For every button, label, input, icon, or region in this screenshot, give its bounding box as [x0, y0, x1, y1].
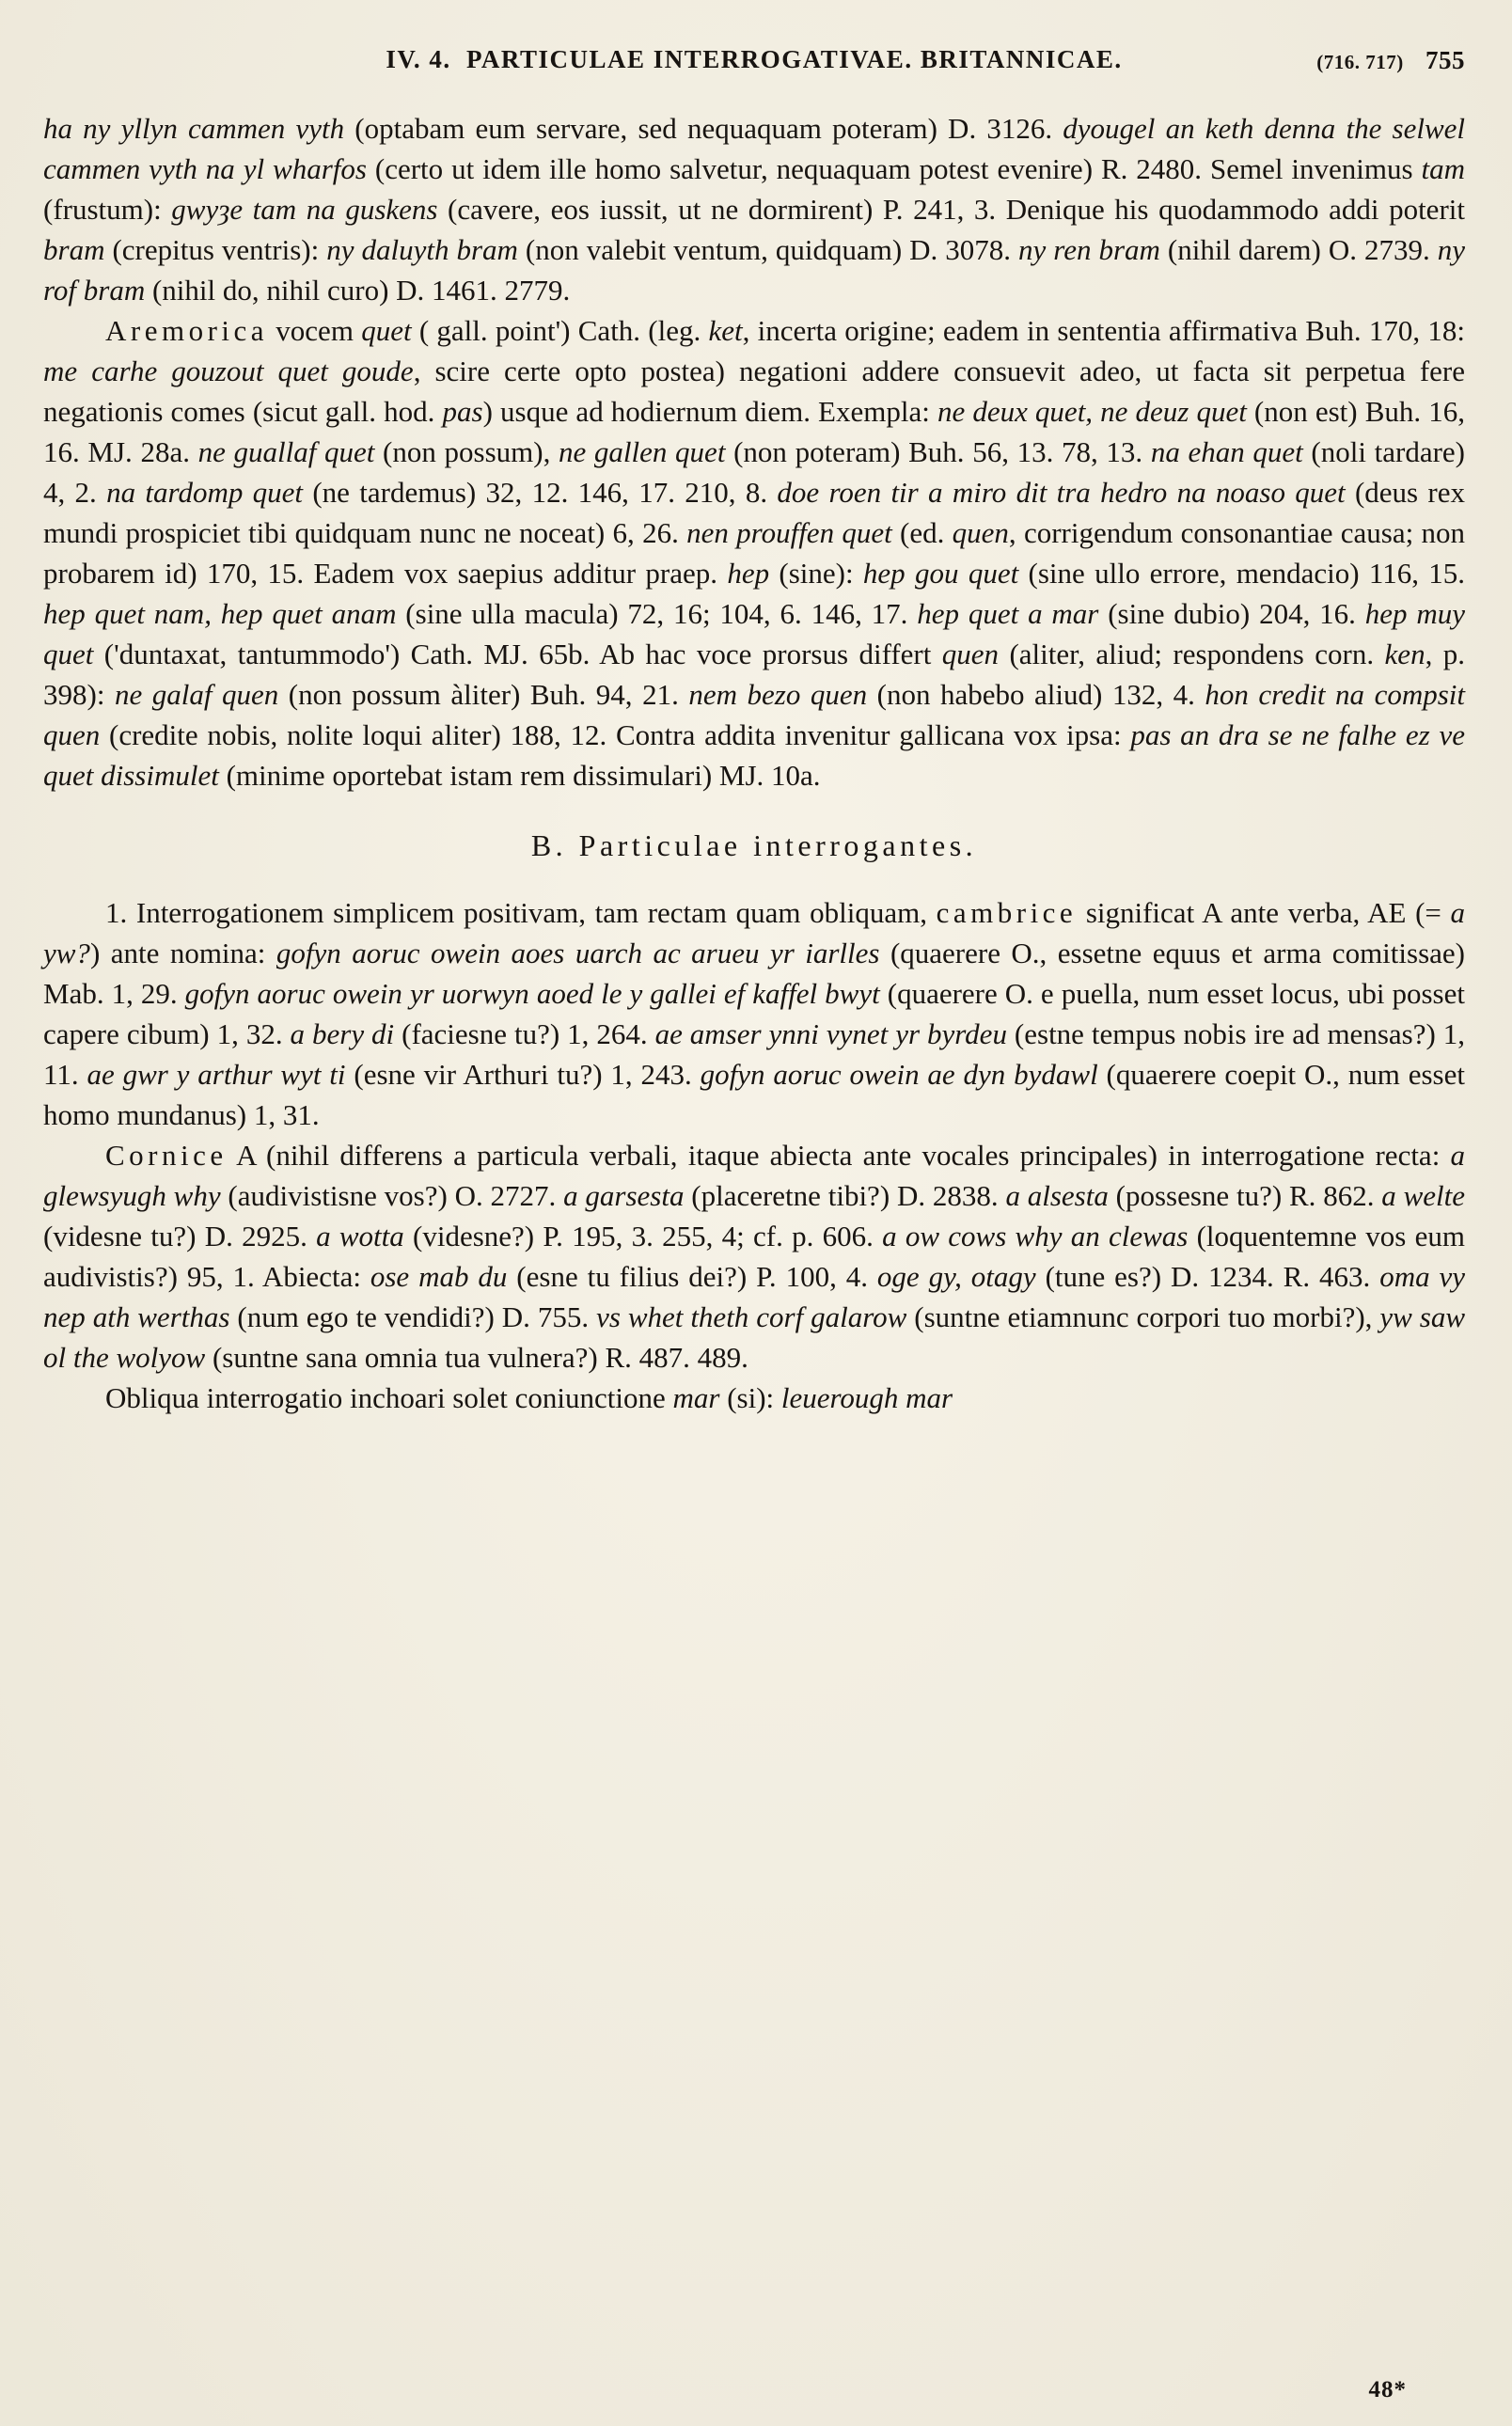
text-segment: (ne tardemus) 32, 12. 146, 17. 210, 8.	[303, 476, 778, 509]
text-segment: (videsne?) P. 195, 3. 255, 4; cf. p. 606.	[403, 1220, 883, 1252]
text-segment: gofyn aoruc owein ae dyn bydawl	[700, 1058, 1098, 1091]
text-segment: (credite nobis, nolite loqui aliter) 188, 12. Contra addita invenitur gallicana vox ipsa:	[100, 718, 1131, 751]
text-segment: ) ante nomina:	[89, 937, 276, 969]
text-segment: (cavere, eos iussit, ut ne dormirent) P. 241, 3. Denique his quodammodo addi poterit	[437, 193, 1465, 226]
signature-mark: 48*	[1368, 2377, 1407, 2402]
text-segment: bram	[43, 233, 105, 266]
text-segment: (num ego te vendidi?) D. 755.	[229, 1300, 597, 1333]
text-segment: gwyȝe tam na guskens	[171, 193, 438, 226]
text-segment: (quaerere O. e puella, num esset locus, ubi posset capere cibum) 1, 32.	[43, 977, 1465, 1050]
paragraph	[43, 108, 1465, 310]
text-segment: ae amser ynni vynet yr byrdeu	[654, 1017, 1007, 1050]
text-segment: ('duntaxat, tantummodo') Cath. MJ. 65b. Ab hac voce prorsus differt	[93, 638, 942, 670]
text-segment: Aremorica	[105, 314, 269, 347]
text-segment: (estne tempus nobis ire ad mensas?) 1, 11.	[43, 1017, 1466, 1091]
text-segment: 1. Interrogationem simplicem positivam, tam rectam quam obliquam,	[105, 896, 937, 929]
text-segment: (tune es?) D. 1234. R. 463.	[1035, 1260, 1380, 1293]
text-segment: doe roen tir a miro dit tra hedro na noaso quet	[777, 476, 1346, 509]
text-segment: yw saw ol the wolyow	[43, 1300, 1465, 1374]
text-segment: hep gou quet	[862, 557, 1019, 590]
text-segment: (suntne sana omnia tua vulnera?) R. 487. 489.	[205, 1341, 748, 1374]
text-segment: (non possum àliter) Buh. 94, 21.	[278, 678, 689, 711]
text-segment: ne gallen quet	[559, 435, 726, 468]
text-segment: (nihil darem) O. 2739.	[1159, 233, 1438, 266]
paragraph	[43, 310, 1465, 796]
text-segment: (aliter, aliud; respondens corn.	[999, 638, 1385, 670]
text-segment: a yw?	[43, 896, 1465, 969]
text-segment: ne galaf quen	[114, 678, 279, 711]
text-segment: gofyn aoruc owein aoes uarch ac arueu yr iarlles	[276, 937, 880, 969]
text-segment: quen	[941, 638, 1000, 670]
text-segment: (non habebo aliud) 132, 4.	[867, 678, 1205, 711]
text-segment: oma vy nep ath werthas	[43, 1260, 1466, 1333]
text-segment: dyougel an keth denna the selwel cammen vyth na yl wharfos	[43, 112, 1465, 185]
text-segment: quet	[361, 314, 412, 347]
text-segment: (suntne etiamnunc corpori tuo morbi?),	[906, 1300, 1380, 1333]
text-segment: (sine ullo errore, mendacio) 116, 15.	[1018, 557, 1466, 590]
text-segment: (deus rex mundi prospiciet tibi quidquam nunc ne noceat) 6, 26.	[43, 476, 1466, 549]
text-segment: a glewsyugh why	[43, 1139, 1465, 1212]
text-segment: , p. 398):	[43, 638, 1465, 711]
column-reference: (716. 717)	[1316, 51, 1404, 73]
paragraph	[43, 892, 1465, 1135]
text-segment: (optabam eum servare, sed nequaquam poteram) D. 3126.	[344, 112, 1063, 145]
text-segment: a garsesta	[563, 1179, 685, 1212]
text-segment: ken	[1384, 638, 1425, 670]
text-segment: (minime oportebat istam rem dissimulari) MJ. 10a.	[218, 759, 821, 792]
text-segment: ny ren bram	[1018, 233, 1160, 266]
text-segment: na ehan quet	[1150, 435, 1303, 468]
text-segment: (non poteram) Buh. 56, 13. 78, 13.	[725, 435, 1151, 468]
text-segment: na tardomp quet	[106, 476, 304, 509]
text-segment: nen prouffen quet	[686, 516, 892, 549]
text-segment: (frustum):	[43, 193, 172, 226]
text-segment: ( gall. point') Cath. (leg.	[411, 314, 709, 347]
text-segment: Cornice	[105, 1139, 228, 1172]
text-segment: pas	[442, 395, 483, 428]
text-segment: leuerough mar	[780, 1381, 953, 1414]
text-segment: ose mab du	[370, 1260, 508, 1293]
text-segment: A (nihil differens a particula verbali, itaque abiecta ante vocales principales) in interrogatione recta:	[227, 1139, 1451, 1172]
text-segment: a welte	[1381, 1179, 1466, 1212]
text-segment: a wotta	[316, 1220, 404, 1252]
text-segment: (loquentemne vos eum audivistis?) 95, 1. Abiecta:	[43, 1220, 1465, 1293]
text-segment: , scire certe opto postea) negationi addere consuevit adeo, ut facta sit perpetua fere negationis comes (sicut gall. hod.	[43, 354, 1465, 428]
text-segment: ne guallaf quet	[197, 435, 375, 468]
page-header	[43, 45, 1465, 74]
text-segment: (esne tu filius dei?) P. 100, 4.	[507, 1260, 877, 1293]
text-segment: pas an dra se ne falhe ez ve quet dissimulet	[43, 718, 1465, 792]
text-segment: a bery di	[290, 1017, 395, 1050]
header-references	[1316, 46, 1465, 75]
text-segment: (ed.	[891, 516, 953, 549]
text-segment: B. Particulae interrogantes.	[530, 828, 978, 862]
text-block	[43, 108, 1465, 1418]
page-number: 755	[1425, 46, 1465, 74]
text-segment: significat A ante verba, AE (=	[1077, 896, 1451, 929]
section-heading	[43, 826, 1465, 866]
text-segment: ha ny yllyn cammen vyth	[43, 112, 345, 145]
text-segment: ny rof bram	[43, 233, 1466, 307]
text-segment: quen	[952, 516, 1009, 549]
text-segment: (quaerere coepit O., num esset homo mundanus) 1, 31.	[43, 1058, 1465, 1131]
paragraph	[43, 1135, 1465, 1378]
chapter-title: PARTICULAE INTERROGATIVAE. BRITANNICAE.	[465, 45, 1123, 73]
text-segment: (noli tardare) 4, 2.	[43, 435, 1466, 509]
text-segment: ne deux quet, ne deuz quet	[937, 395, 1247, 428]
text-segment: cambrice	[936, 896, 1078, 929]
text-segment: (audivistisne vos?) O. 2727.	[220, 1179, 564, 1212]
text-segment: oge gy, otagy	[876, 1260, 1036, 1293]
running-head	[382, 45, 1126, 73]
text-segment: (non valebit ventum, quidquam) D. 3078.	[517, 233, 1019, 266]
text-segment: ae gwr y arthur wyt ti	[87, 1058, 346, 1091]
text-segment: hep	[727, 557, 770, 590]
text-segment: hep quet a mar	[917, 597, 1099, 630]
text-segment: a alsesta	[1005, 1179, 1109, 1212]
text-segment: (videsne tu?) D. 2925.	[43, 1220, 317, 1252]
text-segment: (sine ulla macula) 72, 16; 104, 6. 146, 17.	[396, 597, 918, 630]
text-segment: (sine dubio) 204, 16.	[1098, 597, 1365, 630]
text-segment: (crepitus ventris):	[104, 233, 327, 266]
text-segment: vs whet theth corf galarow	[596, 1300, 907, 1333]
text-segment: (nihil do, nihil curo) D. 1461. 2779.	[145, 274, 571, 307]
text-segment: tam	[1421, 152, 1465, 185]
text-segment: hep muy quet	[43, 597, 1465, 670]
text-segment: (faciesne tu?) 1, 264.	[394, 1017, 655, 1050]
text-segment: me carhe gouzout quet goude	[43, 354, 414, 387]
text-segment: nem bezo quen	[688, 678, 868, 711]
text-segment: , incerta origine; eadem in sententia affirmativa Buh. 170, 18:	[742, 314, 1465, 347]
text-segment: hep quet nam, hep quet anam	[43, 597, 397, 630]
text-segment: (possesne tu?) R. 862.	[1108, 1179, 1382, 1212]
text-segment: (non est) Buh. 16, 16. MJ. 28a.	[43, 395, 1465, 468]
text-segment: hon credit na compsit quen	[43, 678, 1465, 751]
text-segment: vocem	[268, 314, 362, 347]
text-segment: (placeretne tibi?) D. 2838.	[684, 1179, 1006, 1212]
text-segment: (certo ut idem ille homo salvetur, nequaquam potest evenire) R. 2480. Semel invenimus	[366, 152, 1422, 185]
text-segment: (sine):	[769, 557, 863, 590]
text-segment: ket	[708, 314, 743, 347]
text-segment: , corrigendum consonantiae causa; non probarem id) 170, 15. Eadem vox saepius additur praep.	[43, 516, 1465, 590]
text-segment: ny daluyth bram	[326, 233, 518, 266]
text-segment: (si):	[719, 1381, 781, 1414]
text-segment: (quaerere O., essetne equus et arma comitissae) Mab. 1, 29.	[43, 937, 1465, 1010]
text-segment: a ow cows why an clewas	[882, 1220, 1189, 1252]
text-segment: (esne vir Arthuri tu?) 1, 243.	[345, 1058, 701, 1091]
text-segment: Obliqua interrogatio inchoari solet coniunctione	[105, 1381, 673, 1414]
text-segment: (non possum),	[374, 435, 559, 468]
chapter-number: IV. 4.	[386, 45, 451, 73]
text-segment: gofyn aoruc owein yr uorwyn aoed le y gallei ef kaffel bwyt	[184, 977, 880, 1010]
paragraph	[43, 1378, 1465, 1418]
text-segment: ) usque ad hodiernum diem. Exempla:	[482, 395, 937, 428]
text-segment: mar	[672, 1381, 720, 1414]
